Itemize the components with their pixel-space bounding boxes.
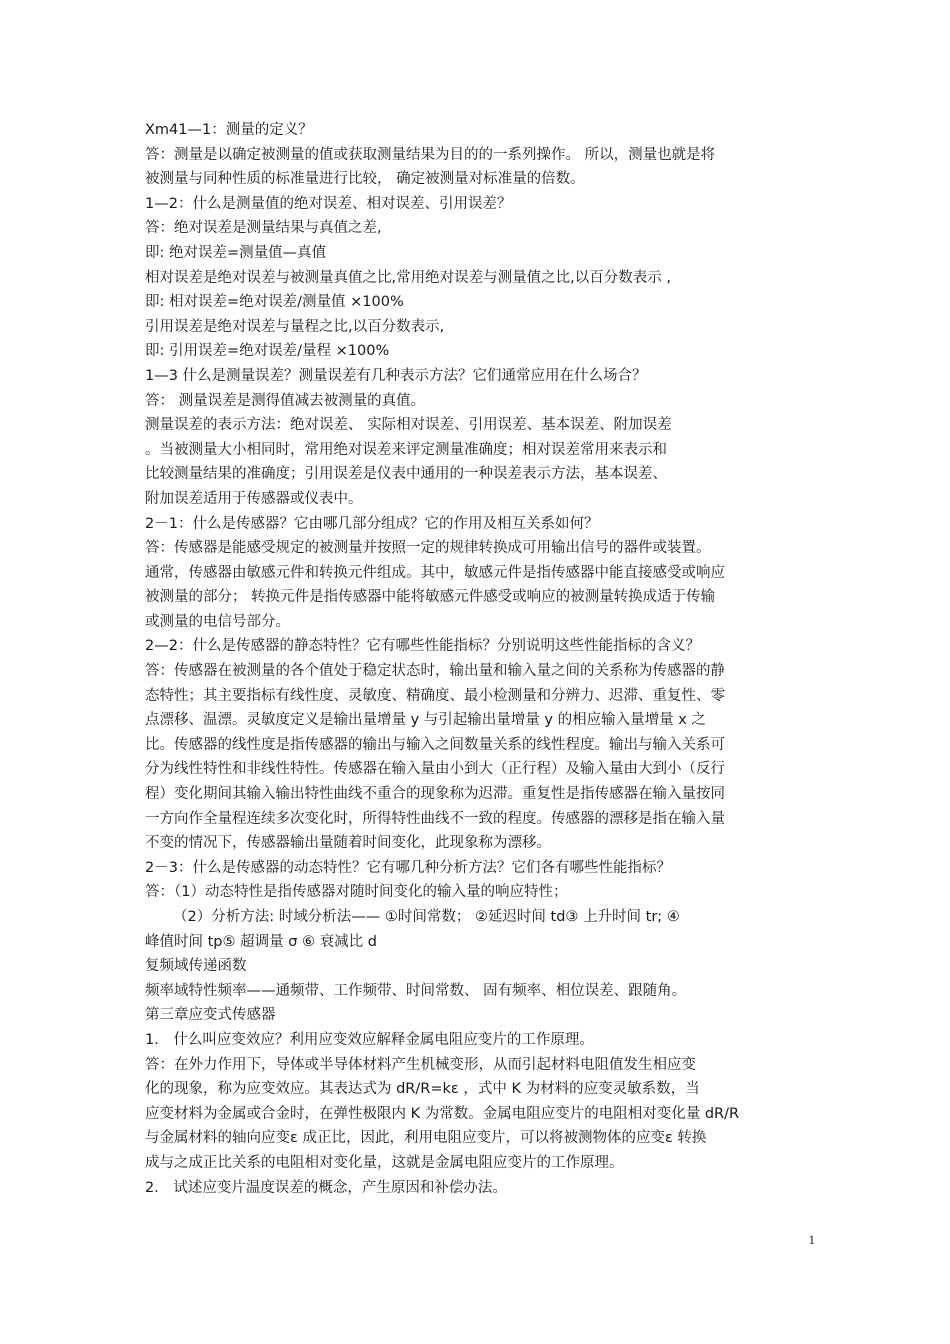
paragraph-line: 附加误差适用于传感器或仪表中。 (145, 490, 363, 507)
paragraph-line: 程）变化期间其输入输出特性曲线不重合的现象称为迟滞。重复性是指传感器在输入量按同 (145, 786, 725, 803)
document-body (145, 118, 815, 1200)
paragraph-line: 答：（1）动态特性是指传感器对随时间变化的输入量的响应特性； (145, 884, 568, 901)
paragraph-line: 复频域传递函数 (145, 958, 247, 975)
paragraph-line: 或测量的电信号部分。 (145, 613, 290, 630)
paragraph-line: 化的现象，称为应变效应。其表达式为 dR/R=kε ，式中 K 为材料的应变灵敏系数，当 (145, 1081, 700, 1098)
paragraph-line: 态特性；其主要指标有线性度、灵敏度、精确度、最小检测量和分辨力、迟滞、重复性、零 (145, 687, 725, 704)
paragraph-line: 成与之成正比关系的电阻相对变化量，这就是金属电阻应变片的工作原理。 (145, 1154, 624, 1171)
paragraph-line: 比较测量结果的准确度；引用误差是仪表中通用的一种误差表示方法，基本误差、 (145, 466, 667, 483)
paragraph-line: 答：传感器在被测量的各个值处于稳定状态时，输出量和输入量之间的关系称为传感器的静 (145, 663, 725, 680)
question-heading: 1—3 什么是测量误差？测量误差有几种表示方法？它们通常应用在什么场合？ (145, 367, 647, 384)
question-heading: 1—2：什么是测量值的绝对误差、相对误差、引用误差？ (145, 195, 512, 212)
question-heading: Xm41—1：测量的定义？ (145, 122, 313, 138)
paragraph-line: 不变的情况下，传感器输出量随着时间变化，此现象称为漂移。 (145, 835, 551, 852)
paragraph-line: 即: 绝对误差=测量值—真值 (145, 244, 327, 261)
paragraph-line: 被测量与同种性质的标准量进行比较， 确定被测量对标准量的倍数。 (145, 171, 585, 188)
question-heading: 2－1：什么是传感器？它由哪几部分组成？它的作用及相互关系如何？ (145, 515, 599, 532)
paragraph-line: 分为线性特性和非线性特性。传感器在输入量由小到大（正行程）及输入量由大到小（反行 (145, 761, 725, 778)
chapter-heading: 第三章应变式传感器 (145, 1007, 276, 1024)
paragraph-line: 点漂移、温漂。灵敏度定义是输出量增量 y 与引起输出量增量 y 的相应输入量增量 x 之 (145, 712, 706, 729)
paragraph-line: 应变材料为金属或合金时，在弹性极限内 K 为常数。金属电阻应变片的电阻相对变化量 dR/R (145, 1105, 740, 1122)
paragraph-line: 。当被测量大小相同时，常用绝对误差来评定测量准确度；相对误差常用来表示和 (145, 441, 667, 458)
paragraph-line: 频率域特性频率——通频带、工作频带、时间常数、 固有频率、相位误差、跟随角。 (145, 982, 687, 999)
question-heading: 2—2：什么是传感器的静态特性？它有哪些性能指标？分别说明这些性能指标的含义？ (145, 638, 700, 655)
paragraph-line: 即: 相对误差=绝对误差/测量值 ×100% (145, 294, 404, 311)
paragraph-line: 与金属材料的轴向应变ε 成正比，因此，利用电阻应变片，可以将被测物体的应变ε 转换 (145, 1130, 707, 1147)
paragraph-line: 答： 测量误差是测得值减去被测量的真值。 (145, 392, 426, 409)
paragraph-line: 即: 引用误差=绝对误差/量程 ×100% (145, 343, 390, 360)
question-heading: 2－3：什么是传感器的动态特性？它有哪几种分析方法？它们各有哪些性能指标？ (145, 859, 671, 876)
paragraph-line: 被测量的部分； 转换元件是指传感器中能将敏感元件感受或响应的被测量转换成适于传输 (145, 589, 716, 606)
paragraph-line: 峰值时间 tp⑤ 超调量 σ ⑥ 衰减比 d (145, 933, 377, 950)
paragraph-line: 答：测量是以确定被测量的值或获取测量结果为目的的一系列操作。 所以，测量也就是将 (145, 146, 716, 163)
paragraph-line: 引用误差是绝对误差与量程之比,以百分数表示, (145, 318, 445, 335)
paragraph-line: 答：绝对误差是测量结果与真值之差, (145, 220, 382, 237)
paragraph-line: 相对误差是绝对误差与被测量真值之比,常用绝对误差与测量值之比,以百分数表示 , (145, 269, 671, 286)
paragraph-line: （2）分析方法: 时域分析法—— ①时间常数； ②延迟时间 td③ 上升时间 tr; ④ (173, 909, 680, 925)
paragraph-line: 答：传感器是能感受规定的被测量并按照一定的规律转换成可用输出信号的器件或装置。 (145, 540, 711, 557)
paragraph-line: 通常，传感器由敏感元件和转换元件组成。其中，敏感元件是指传感器中能直接感受或响应 (145, 564, 725, 581)
paragraph-line: 比。传感器的线性度是指传感器的输出与输入之间数量关系的线性程度。输出与输入关系可 (145, 736, 725, 753)
paragraph-line: 答：在外力作用下，导体或半导体材料产生机械变形，从而引起材料电阻值发生相应变 (145, 1056, 696, 1073)
paragraph-line: 测量误差的表示方法：绝对误差、 实际相对误差、引用误差、基本误差、附加误差 (145, 417, 672, 434)
question-heading: 2． 试述应变片温度误差的概念，产生原因和补偿办法。 (145, 1179, 507, 1196)
question-heading: 1． 什么叫应变效应？利用应变效应解释金属电阻应变片的工作原理。 (145, 1031, 594, 1048)
page-number: 1 (808, 1232, 815, 1247)
paragraph-line: 一方向作全量程连续多次变化时，所得特性曲线不一致的程度。传感器的漂移是指在输入量 (145, 810, 725, 827)
